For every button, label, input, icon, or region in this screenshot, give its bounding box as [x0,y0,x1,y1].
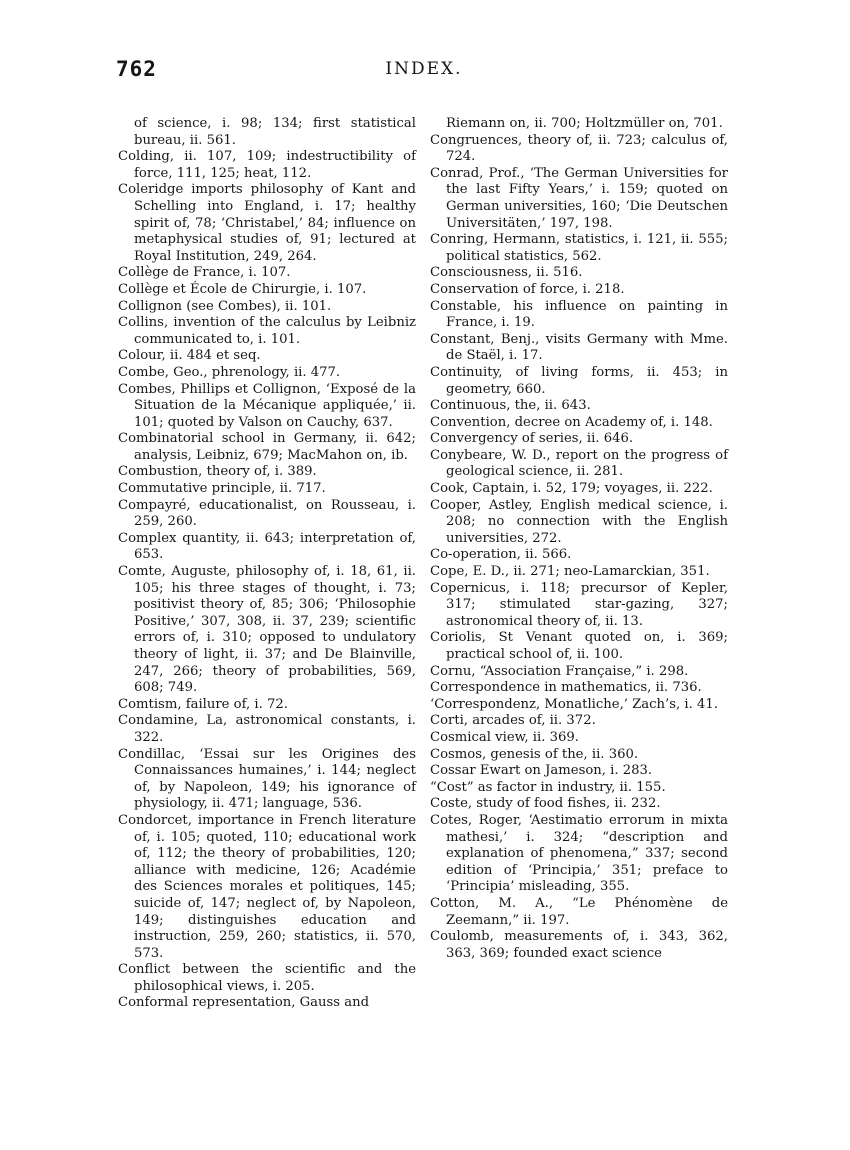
index-entry: Collins, invention of the calculus by Leibniz communicated to, i. 101. [118,315,416,347]
index-entry: Cotes, Roger, ‘Aestimatio errorum in mixta mathesi,’ i. 324; “description and explanation of phenomena,” 337; second edition of ‘Principia,’ 351; preface to ‘Principia’ misleading, 355. [430,812,728,895]
index-entry: Compayré, educationalist, on Rousseau, i. 259, 260. [118,497,416,530]
index-entry: Convergency of series, ii. 646. [430,431,634,447]
index-entry: “Cost” as factor in industry, ii. 155. [430,779,666,795]
index-entry: Combustion, theory of, i. 389. [118,464,317,480]
index-entry: Conservation of force, i. 218. [430,281,625,297]
index-entry: Consciousness, ii. 516. [430,265,583,281]
index-entry: of science, i. 98; 134; first statistical bureau, ii. 561. [134,116,416,148]
index-entry: Colding, ii. 107, 109; indestructibility of force, 111, 125; heat, 112. [118,149,416,181]
index-entry: Cotton, M. A., “Le Phénomène de Zeemann,” ii. 197. [430,895,728,928]
index-entry: Constant, Benj., visits Germany with Mme. de Staël, i. 17. [430,331,728,364]
index-entry: Continuous, the, ii. 643. [430,398,591,414]
index-entry: Coleridge imports philosophy of Kant and Schelling into England, i. 17; healthy spirit of, 78; ‘Christabel,’ 84; influence on metaphysical studies of, 91; lectured at Royal Institution, 249, 264. [118,182,416,264]
index-entry: Conybeare, W. D., report on the progress of geological science, ii. 281. [430,447,728,480]
index-entry: Congruences, theory of, ii. 723; calculus of, 724. [430,132,728,165]
index-entry: Comte, Auguste, philosophy of, i. 18, 61, ii. 105; his three stages of thought, i. 73; positivist theory of, 85; 306; ‘Philosophie Positive,’ 307, 308, ii. 37, 239; scientific errors of, i. 310; opposed to undulatory theory of light, ii. 37; and De Blainville, 247, 266; theory of probabilities, 569, 608; 749. [118,564,416,696]
index-entry: Conformal representation, Gauss and [118,995,370,1011]
index-entry: Coste, study of food fishes, ii. 232. [430,796,661,812]
index-entry: Cosmical view, ii. 369. [430,729,579,745]
index-entry: Cosmos, genesis of the, ii. 360. [430,746,639,762]
index-entry: Conflict between the scientific and the philosophical views, i. 205. [118,962,416,994]
index-entry: Cooper, Astley, English medical science, i. 208; no connection with the English universities, 272. [430,497,728,546]
index-entry: Coulomb, measurements of, i. 343, 362, 363, 369; founded exact science [430,929,728,961]
index-entry: Collège et École de Chirurgie, i. 107. [118,281,367,297]
right-column [430,116,728,962]
index-entry: Corti, arcades of, ii. 372. [430,713,596,729]
index-entry: Condamine, La, astronomical constants, i. 322. [118,713,416,745]
index-entry: Conrad, Prof., ‘The German Universities for the last Fifty Years,’ i. 159; quoted on German universities, 160; ‘Die Deutschen Universitäten,’ 197, 198. [430,165,728,231]
index-entry: Combes, Phillips et Collignon, ‘Exposé de la Situation de la Mécanique appliquée,’ ii. 101; quoted by Valson on Cauchy, 637. [118,381,416,430]
index-entry: ‘Correspondenz, Monatliche,’ Zach’s, i. 41. [430,696,718,712]
index-entry: Collignon (see Combes), ii. 101. [118,298,332,314]
index-entry: Cook, Captain, i. 52, 179; voyages, ii. 222. [430,481,713,497]
index-entry: Riemann on, ii. 700; Holtzmüller on, 701. [446,116,723,131]
index-entry: Conring, Hermann, statistics, i. 121, ii. 555; political statistics, 562. [430,232,728,264]
index-entry: Condorcet, importance in French literature of, i. 105; quoted, 110; educational work of, 112; the theory of probabilities, 120; alliance with medicine, 126; Académie des Sciences morales et politiques, 145; suicide of, 147; neglect of, by Napoleon, 149; distinguishes education and instruction, 259, 260; statistics, ii. 570, 573. [118,812,416,961]
index-entry: Constable, his influence on painting in France, i. 19. [430,298,728,331]
index-entry: Comtism, failure of, i. 72. [118,696,288,712]
index-entry: Convention, decree on Academy of, i. 148. [430,414,713,430]
index-entry: Cope, E. D., ii. 271; neo-Lamarckian, 351. [430,564,710,580]
index-entry: Cossar Ewart on Jameson, i. 283. [430,763,653,779]
index-entry: Correspondence in mathematics, ii. 736. [430,680,702,696]
page-number: 762 [116,57,157,81]
index-entry: Co-operation, ii. 566. [430,547,572,563]
index-entry: Copernicus, i. 118; precursor of Kepler, 317; stimulated star-gazing, 327; astronomical theory of, ii. 13. [430,580,728,629]
index-entry: Cornu, “Association Française,” i. 298. [430,663,689,679]
index-entry: Continuity, of living forms, ii. 453; in geometry, 660. [430,364,728,397]
index-entry: Coriolis, St Venant quoted on, i. 369; practical school of, ii. 100. [430,630,728,662]
page-header [116,57,732,87]
index-entry: Combe, Geo., phrenology, ii. 477. [118,364,341,380]
index-entry: Colour, ii. 484 et seq. [118,348,261,364]
index-entry: Combinatorial school in Germany, ii. 642; analysis, Leibniz, 679; MacMahon on, ib. [118,431,416,463]
index-entry: Collège de France, i. 107. [118,265,291,281]
left-column [118,116,416,1012]
running-head: INDEX. [385,59,463,79]
index-entry: Commutative principle, ii. 717. [118,481,326,497]
index-entry: Condillac, ‘Essai sur les Origines des Connaissances humaines,’ i. 144; neglect of, by Napoleon, 149; his ignorance of physiology, ii. 471; language, 536. [118,746,416,812]
index-entry: Complex quantity, ii. 643; interpretation of, 653. [118,530,416,563]
